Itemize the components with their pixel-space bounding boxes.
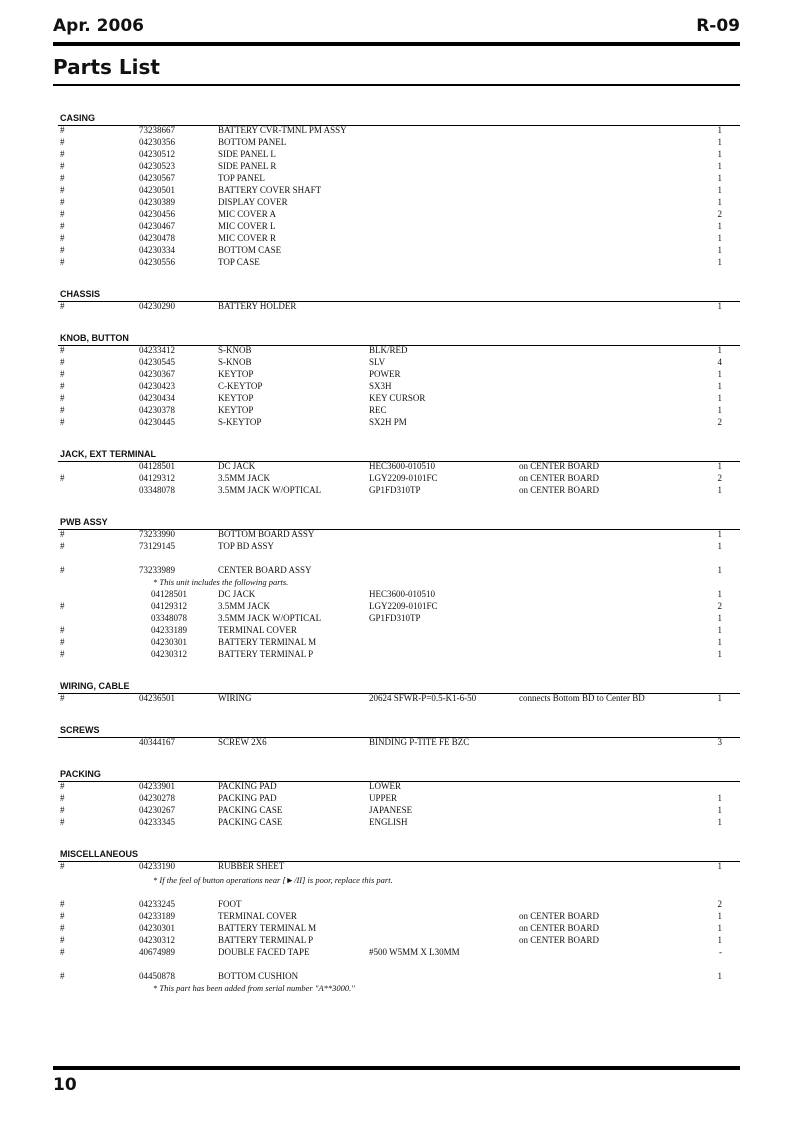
table-row: # 04230301 BATTERY TERMINAL M on CENTER BOARD 1	[60, 923, 722, 933]
table-row: # 04230456 MIC COVER A 2	[60, 209, 722, 219]
table-row: # 04230423 C-KEYTOP SX3H 1	[60, 381, 722, 391]
title-rule	[53, 84, 740, 86]
table-row: # 04230478 MIC COVER R 1	[60, 233, 722, 243]
table-row: # 04230545 S-KNOB SLV 4	[60, 357, 722, 367]
table-row: # 04230312 BATTERY TERMINAL P 1	[60, 649, 722, 659]
table-row: # 73238667 BATTERY CVR-TMNL PM ASSY 1	[60, 125, 722, 135]
table-row: # 04230389 DISPLAY COVER 1	[60, 197, 722, 207]
table-row: # 04233189 TERMINAL COVER 1	[60, 625, 722, 635]
section-title-wiring: WIRING, CABLE	[60, 681, 130, 691]
pwb-note: * This unit includes the following parts.	[153, 577, 289, 587]
misc-note-rubber-sheet: * If the feel of button operations near [►/II] is poor, replace this part.	[153, 875, 393, 885]
table-row: # 04230312 BATTERY TERMINAL P on CENTER BOARD 1	[60, 935, 722, 945]
table-row: # 04230278 PACKING PAD UPPER 1	[60, 793, 722, 803]
header-date: Apr. 2006	[53, 16, 144, 36]
table-row: 03348078 3.5MM JACK W/OPTICAL GP1FD310TP on CENTER BOARD 1	[139, 485, 722, 495]
table-row: # 04233412 S-KNOB BLK/RED 1	[60, 345, 722, 355]
table-row: # 04230445 S-KEYTOP SX2H PM 2	[60, 417, 722, 427]
section-title-chassis: CHASSIS	[60, 289, 101, 299]
table-row: # 04233189 TERMINAL COVER on CENTER BOARD 1	[60, 911, 722, 921]
section-title-pwb: PWB ASSY	[60, 517, 108, 527]
section-title-knob: KNOB, BUTTON	[60, 333, 129, 343]
table-row: # 73233989 CENTER BOARD ASSY 1	[60, 565, 722, 575]
table-row: # 04230567 TOP PANEL 1	[60, 173, 722, 183]
page-number: 10	[53, 1075, 77, 1095]
section-title-packing: PACKING	[60, 769, 101, 779]
table-row: # 04450878 BOTTOM CUSHION 1	[60, 971, 722, 981]
table-row: # 04230267 PACKING CASE JAPANESE 1	[60, 805, 722, 815]
table-row: # 04233190 RUBBER SHEET 1	[60, 861, 722, 871]
table-row: # 04129312 3.5MM JACK LGY2209-0101FC 2	[60, 601, 722, 611]
section-title-screws: SCREWS	[60, 725, 100, 735]
header-model: R-09	[696, 16, 740, 36]
table-row: # 04233245 FOOT 2	[60, 899, 722, 909]
table-row: 40344167 SCREW 2X6 BINDING P-TITE FE BZC 3	[139, 737, 722, 747]
footer-rule	[53, 1066, 740, 1070]
table-row: 04128501 DC JACK HEC3600-010510 on CENTER BOARD 1	[139, 461, 722, 471]
table-row: # 04230301 BATTERY TERMINAL M 1	[60, 637, 722, 647]
section-title-casing: CASING	[60, 113, 96, 123]
table-row: # 04230290 BATTERY HOLDER 1	[60, 301, 722, 311]
table-row: 04128501 DC JACK HEC3600-010510 1	[151, 589, 722, 599]
table-row: # 40674989 DOUBLE FACED TAPE #500 W5MM X L30MM -	[60, 947, 722, 957]
table-row: # 04230501 BATTERY COVER SHAFT 1	[60, 185, 722, 195]
table-row: 03348078 3.5MM JACK W/OPTICAL GP1FD310TP 1	[151, 613, 722, 623]
table-row: # 04230367 KEYTOP POWER 1	[60, 369, 722, 379]
table-row: # 04230512 SIDE PANEL L 1	[60, 149, 722, 159]
table-row: # 04230434 KEYTOP KEY CURSOR 1	[60, 393, 722, 403]
header-rule	[53, 42, 740, 46]
table-row: # 73233990 BOTTOM BOARD ASSY 1	[60, 529, 722, 539]
table-row: # 04230378 KEYTOP REC 1	[60, 405, 722, 415]
table-row: # 73129145 TOP BD ASSY 1	[60, 541, 722, 551]
page-title: Parts List	[53, 55, 160, 79]
table-row: # 04236501 WIRING 20624 SFWR-P=0.5-K1-6-50 connects Bottom BD to Center BD 1	[60, 693, 722, 703]
section-title-misc: MISCELLANEOUS	[60, 849, 139, 859]
table-row: # 04230556 TOP CASE 1	[60, 257, 722, 267]
misc-note-bottom-cushion: * This part has been added from serial number "A**3000."	[153, 983, 355, 993]
table-row: # 04230467 MIC COVER L 1	[60, 221, 722, 231]
table-row: # 04230356 BOTTOM PANEL 1	[60, 137, 722, 147]
table-row: # 04129312 3.5MM JACK LGY2209-0101FC on CENTER BOARD 2	[60, 473, 722, 483]
table-row: # 04233901 PACKING PAD LOWER	[60, 781, 401, 791]
section-title-jack: JACK, EXT TERMINAL	[60, 449, 157, 459]
table-row: # 04233345 PACKING CASE ENGLISH 1	[60, 817, 722, 827]
table-row: # 04230334 BOTTOM CASE 1	[60, 245, 722, 255]
table-row: # 04230523 SIDE PANEL R 1	[60, 161, 722, 171]
